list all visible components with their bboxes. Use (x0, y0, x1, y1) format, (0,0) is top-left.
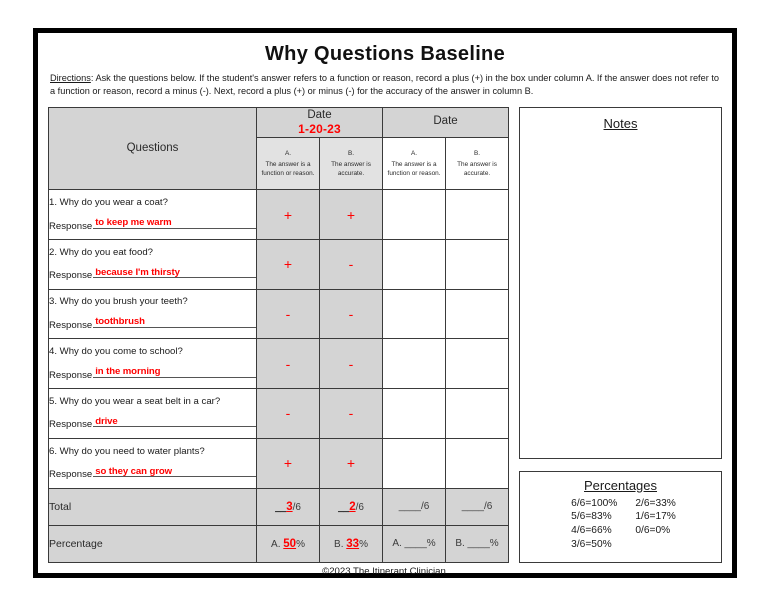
mark-r3-d2a[interactable] (383, 289, 446, 339)
worksheet-frame (33, 28, 737, 578)
total-d1a-underline: __ (275, 501, 287, 513)
worksheet-sheet (38, 33, 732, 573)
copyright-footer: ©2023 The Itinerant Clinician (322, 566, 446, 577)
percentages-key-item: 3/6=50% (571, 538, 612, 550)
table-header-row-1 (49, 107, 509, 138)
percentage-d1b-prefix: B. (334, 538, 344, 550)
total-d1a-denom: /6 (292, 501, 301, 513)
mark-r1-d2a[interactable] (383, 190, 446, 240)
percentage-d1b-suffix: % (359, 538, 368, 550)
response-value-1[interactable]: to keep me warm (95, 216, 172, 228)
percentage-d2b[interactable]: B. ____% (446, 525, 509, 562)
response-blank-2[interactable] (93, 266, 256, 278)
question-text-5: 5. Why do you wear a seat belt in a car? (49, 395, 221, 407)
page-title: Why Questions Baseline (265, 43, 505, 65)
question-cell-2 (49, 239, 257, 289)
response-line-3 (49, 316, 256, 331)
table-row (49, 438, 509, 488)
total-d1a-value[interactable]: 3 (286, 500, 293, 513)
header-date-1-label: Date (307, 108, 332, 121)
subheader-date2-a-letter: A. (410, 149, 418, 157)
mark-r2-d2a[interactable] (383, 239, 446, 289)
mark-r3-d2b[interactable] (446, 289, 509, 339)
table-row (49, 239, 509, 289)
subheader-date2-b-text: The answer is accurate. (457, 161, 497, 178)
response-blank-5[interactable] (93, 415, 256, 427)
percentage-d1a[interactable] (257, 525, 320, 562)
question-cell-3 (49, 289, 257, 339)
baseline-data-table (48, 107, 509, 563)
table-row (49, 190, 509, 240)
table-row (49, 289, 509, 339)
response-label-3: Response (49, 320, 93, 332)
percentages-key-item: 4/6=66% (571, 525, 612, 537)
percentage-d1a-prefix: A. (271, 538, 281, 550)
mark-r6-d2b[interactable] (446, 438, 509, 488)
total-d2a[interactable]: ____/6 (383, 488, 446, 525)
worksheet-body (48, 107, 722, 563)
mark-r5-d2a[interactable] (383, 389, 446, 439)
total-d1b-denom: /6 (355, 501, 364, 513)
question-text-2: 2. Why do you eat food? (49, 246, 153, 258)
percentage-d1a-value[interactable]: 50 (283, 537, 297, 550)
header-date-2-label: Date (433, 115, 458, 128)
mark-r5-d2b[interactable] (446, 389, 509, 439)
percentages-key-columns (520, 497, 721, 552)
percentage-d2a[interactable]: A. ____% (383, 525, 446, 562)
response-value-3[interactable]: toothbrush (95, 316, 145, 328)
response-blank-6[interactable] (93, 465, 256, 477)
subheader-date1-a-text: The answer is a function or reason. (261, 161, 315, 178)
response-blank-1[interactable] (93, 217, 256, 229)
response-value-2[interactable]: because I'm thirsty (95, 266, 180, 278)
percentages-key-item: 0/6=0% (635, 525, 671, 537)
response-line-1 (49, 217, 256, 232)
notes-box[interactable] (519, 107, 722, 459)
percentage-label: Percentage (49, 525, 257, 562)
question-text-1: 1. Why do you wear a coat? (49, 196, 168, 208)
directions-text: : Ask the questions below. If the student's answer refers to a function or reason, record a plus (+) in the box under column A. If the answer does not refer to a function or reason, record a minus (-). Next, record a plus (+) or minus (-) for the accuracy of the answer in column B. (50, 73, 719, 97)
mark-r6-d1b[interactable]: + (320, 438, 383, 488)
mark-r2-d1a[interactable]: + (257, 239, 320, 289)
mark-r1-d1a[interactable]: + (257, 190, 320, 240)
total-d1b-underline: __ (338, 501, 350, 513)
question-text-3: 3. Why do you brush your teeth? (49, 296, 188, 308)
percentages-key-column-right (635, 497, 676, 552)
subheader-date2-b (446, 138, 509, 190)
directions-label: Directions (50, 73, 91, 83)
subheader-date2-a-text: The answer is a function or reason. (387, 161, 441, 178)
subheader-date1-b (320, 138, 383, 190)
response-line-6 (49, 465, 256, 480)
mark-r3-d1b[interactable]: - (320, 289, 383, 339)
notes-title: Notes (603, 115, 638, 131)
percentages-key-title: Percentages (584, 477, 658, 493)
mark-r4-d1a[interactable]: - (257, 339, 320, 389)
total-d2b[interactable]: ____/6 (446, 488, 509, 525)
mark-r6-d2a[interactable] (383, 438, 446, 488)
response-label-1: Response (49, 220, 93, 232)
mark-r5-d1a[interactable]: - (257, 389, 320, 439)
total-label: Total (49, 488, 257, 525)
response-label-5: Response (49, 419, 93, 431)
question-text-6: 6. Why do you need to water plants? (49, 445, 205, 457)
response-line-2 (49, 266, 256, 281)
total-row (49, 488, 509, 525)
total-d1b-value[interactable]: 2 (349, 500, 356, 513)
percentages-key-item: 1/6=17% (635, 511, 676, 523)
mark-r1-d1b[interactable]: + (320, 190, 383, 240)
subheader-date1-b-letter: B. (347, 149, 355, 157)
header-date-2 (383, 107, 509, 138)
header-date-1 (257, 107, 383, 138)
mark-r4-d2a[interactable] (383, 339, 446, 389)
response-line-4 (49, 366, 256, 381)
question-text-4: 4. Why do you come to school? (49, 346, 183, 358)
mark-r3-d1a[interactable]: - (257, 289, 320, 339)
question-cell-6 (49, 438, 257, 488)
question-cell-4 (49, 339, 257, 389)
subheader-date2-b-letter: B. (474, 149, 481, 157)
mark-r6-d1a[interactable]: + (257, 438, 320, 488)
subheader-date1-b-text: The answer is accurate. (331, 161, 371, 178)
header-questions: Questions (49, 107, 257, 190)
directions-paragraph (50, 72, 720, 99)
response-value-6[interactable]: so they can grow (95, 465, 172, 477)
response-blank-3[interactable] (93, 316, 256, 328)
percentages-key-column-left (571, 497, 617, 552)
response-label-6: Response (49, 469, 93, 481)
table-row (49, 389, 509, 439)
question-cell-5 (49, 389, 257, 439)
total-d1b[interactable] (320, 488, 383, 525)
header-date-1-value[interactable]: 1-20-23 (298, 121, 341, 136)
percentage-d1b[interactable] (320, 525, 383, 562)
subheader-date1-a (257, 138, 320, 190)
percentage-d1b-value[interactable]: 33 (346, 537, 360, 550)
right-column (519, 107, 722, 563)
response-value-5[interactable]: drive (95, 415, 118, 427)
response-line-5 (49, 415, 256, 430)
total-d1a[interactable] (257, 488, 320, 525)
question-cell-1 (49, 190, 257, 240)
mark-r5-d1b[interactable]: - (320, 389, 383, 439)
subheader-date1-a-letter: A. (284, 149, 292, 157)
response-label-4: Response (49, 369, 93, 381)
response-value-4[interactable]: in the morning (95, 366, 161, 378)
response-label-2: Response (49, 270, 93, 282)
response-blank-4[interactable] (93, 366, 256, 378)
mark-r4-d2b[interactable] (446, 339, 509, 389)
percentage-row (49, 525, 509, 562)
percentages-key-box (519, 471, 722, 563)
mark-r2-d2b[interactable] (446, 239, 509, 289)
mark-r4-d1b[interactable]: - (320, 339, 383, 389)
percentages-key-item: 5/6=83% (571, 511, 612, 523)
percentages-key-item: 6/6=100% (571, 497, 618, 509)
mark-r1-d2b[interactable] (446, 190, 509, 240)
table-row (49, 339, 509, 389)
mark-r2-d1b[interactable]: - (320, 239, 383, 289)
percentage-d1a-suffix: % (296, 538, 305, 550)
subheader-date2-a (383, 138, 446, 190)
percentages-key-item: 2/6=33% (635, 497, 676, 509)
